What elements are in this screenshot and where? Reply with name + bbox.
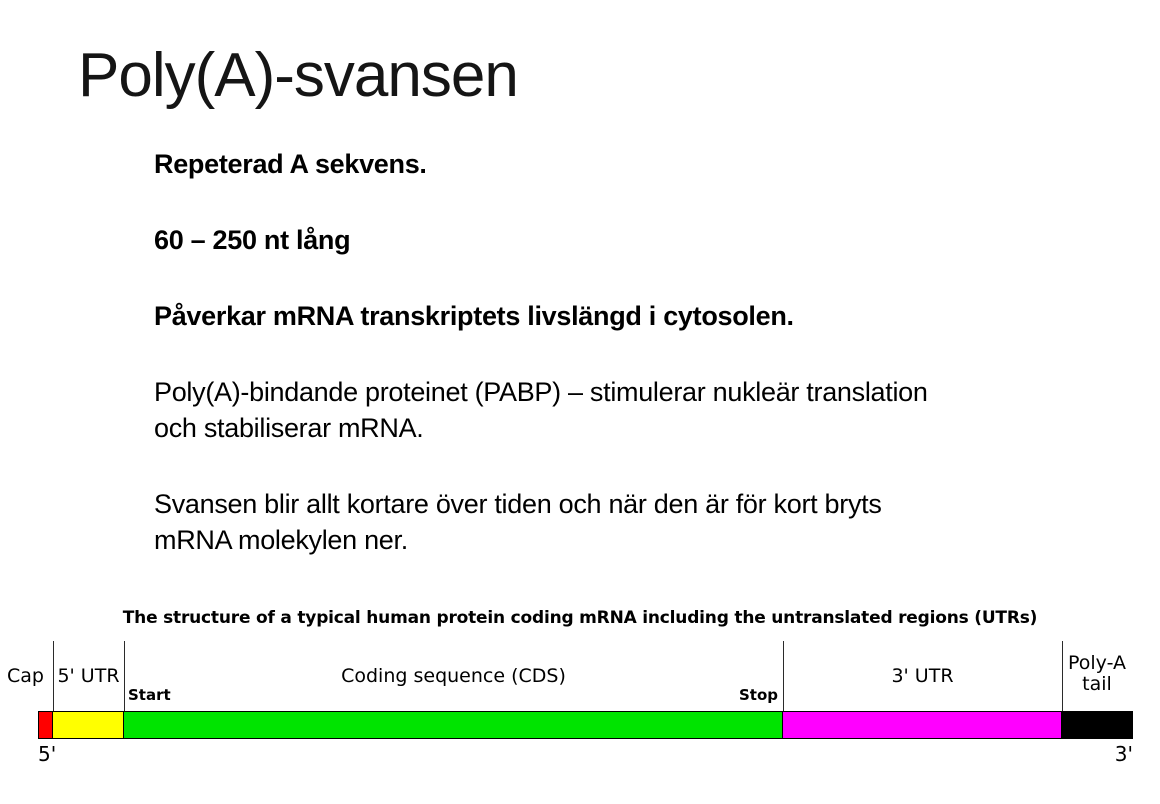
text-line: 60 – 250 nt lång bbox=[154, 225, 351, 255]
mrna-bar bbox=[38, 711, 1133, 739]
cds-label: Coding sequence (CDS) bbox=[341, 665, 566, 687]
cds-segment bbox=[123, 711, 783, 739]
text-line: mRNA molekylen ner. bbox=[154, 525, 408, 555]
utr5-label: 5' UTR bbox=[57, 665, 120, 687]
text-line: och stabiliserar mRNA. bbox=[154, 413, 424, 443]
bullet-pabp bbox=[154, 374, 928, 446]
cap-label: Cap bbox=[7, 665, 44, 687]
text-line: Repeterad A sekvens. bbox=[154, 149, 427, 179]
bullet-shortening bbox=[154, 486, 928, 558]
diagram-title: The structure of a typical human protein coding mRNA including the untranslated regions (UTRs) bbox=[122, 608, 1038, 628]
text-line: Poly(A)-bindande proteinet (PABP) – stimulerar nukleär translation bbox=[154, 377, 928, 407]
slide-body bbox=[154, 146, 928, 598]
cap-segment bbox=[38, 711, 53, 739]
bullet-lifespan bbox=[154, 298, 928, 334]
five-prime-end-label: 5' bbox=[38, 742, 57, 766]
polya-tail-label bbox=[1058, 653, 1136, 695]
start-codon-label: Start bbox=[128, 686, 171, 704]
utr3-segment bbox=[782, 711, 1062, 739]
bullet-repeated-a-sequence bbox=[154, 146, 928, 182]
text-line: Svansen blir allt kortare över tiden och när den är för kort bryts bbox=[154, 489, 882, 519]
polya-tail-segment bbox=[1061, 711, 1133, 739]
utr5-segment bbox=[52, 711, 124, 739]
text-line: Påverkar mRNA transkriptets livslängd i cytosolen. bbox=[154, 301, 794, 331]
polya-tail-label-line2: tail bbox=[1082, 673, 1112, 695]
stop-codon-label: Stop bbox=[738, 686, 778, 704]
bullet-length bbox=[154, 222, 928, 258]
polya-tail-label-line1: Poly-A bbox=[1067, 652, 1127, 674]
slide-title: Poly(A)-svansen bbox=[78, 41, 518, 110]
three-prime-end-label: 3' bbox=[1114, 742, 1133, 766]
utr3-label: 3' UTR bbox=[891, 665, 954, 687]
